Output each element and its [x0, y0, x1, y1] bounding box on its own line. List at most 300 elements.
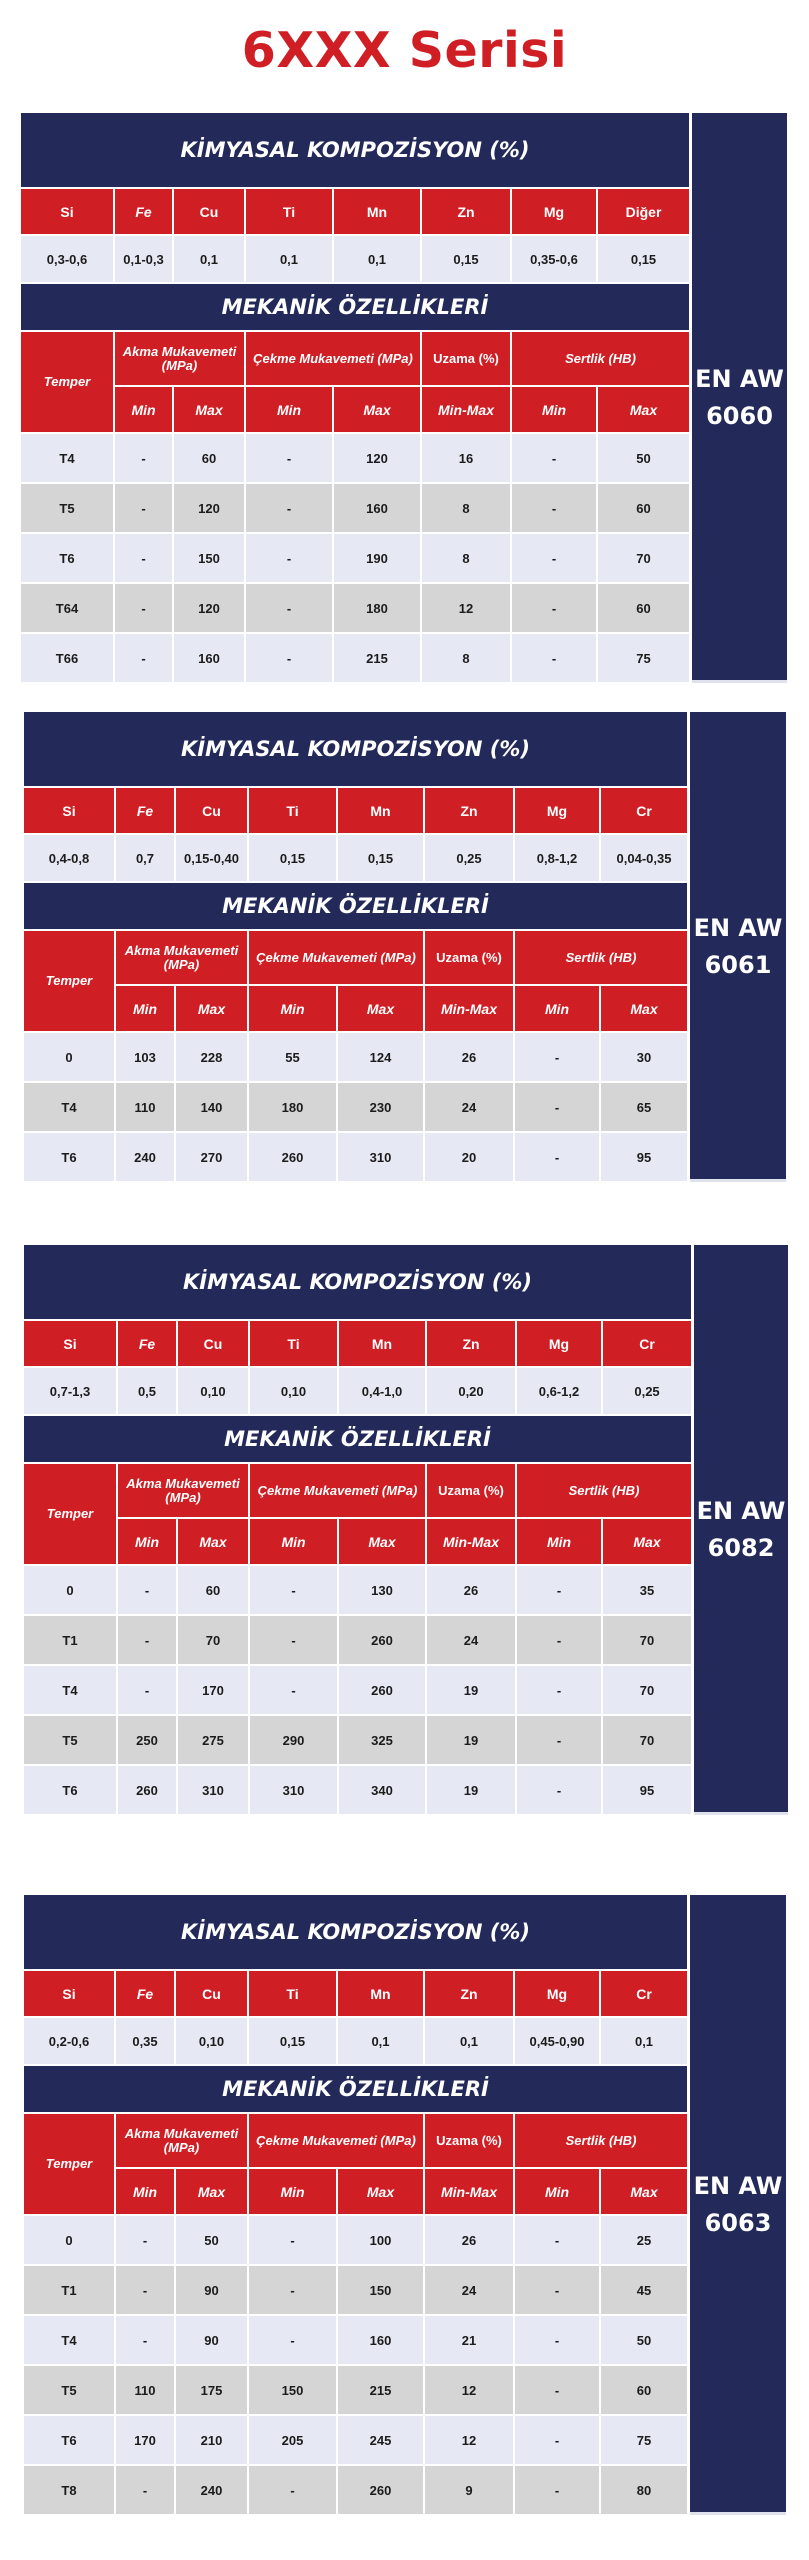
value-cell: 190 — [333, 533, 421, 583]
composition-title-row — [24, 1895, 687, 1970]
value-cell: - — [511, 583, 597, 633]
value-cell: 19 — [426, 1715, 516, 1765]
value-cell: 240 — [115, 1132, 175, 1182]
composition-header: Cr — [600, 787, 687, 834]
composition-value: 0,15 — [248, 834, 337, 882]
value-cell: 70 — [177, 1615, 249, 1665]
value-cell: - — [514, 2415, 600, 2465]
value-cell: 290 — [249, 1715, 338, 1765]
temper-cell: 0 — [24, 1565, 117, 1615]
value-cell: 50 — [600, 2315, 687, 2365]
alloy-label-number: 6061 — [704, 951, 772, 979]
value-cell: 260 — [337, 2465, 424, 2515]
composition-value: 0,2-0,6 — [24, 2017, 115, 2065]
table-row — [24, 1665, 691, 1715]
temper-cell: T6 — [21, 533, 114, 583]
mechanical-subheader: Min — [248, 985, 337, 1032]
value-cell: 140 — [175, 1082, 248, 1132]
yield-strength-header: Akma Mukavemeti (MPa) — [117, 1463, 249, 1518]
table-row — [24, 2265, 687, 2315]
value-cell: - — [245, 533, 333, 583]
mechanical-subheader: Min-Max — [424, 2168, 514, 2215]
yield-strength-header: Akma Mukavemeti (MPa) — [115, 930, 248, 985]
temper-cell: T4 — [21, 433, 114, 483]
composition-title-row — [21, 113, 689, 188]
value-cell: - — [514, 2315, 600, 2365]
elongation-header: Uzama (%) — [426, 1463, 516, 1518]
table-row — [24, 2465, 687, 2515]
composition-value: 0,25 — [602, 1367, 691, 1415]
value-cell: 26 — [424, 1032, 514, 1082]
value-cell: 100 — [337, 2215, 424, 2265]
value-cell: - — [115, 2465, 175, 2515]
composition-header: Cr — [600, 1970, 687, 2017]
hardness-header: Sertlik (HB) — [514, 930, 687, 985]
table-row — [24, 2215, 687, 2265]
value-cell: 21 — [424, 2315, 514, 2365]
mechanical-subheader: Max — [177, 1518, 249, 1565]
value-cell: 230 — [337, 1082, 424, 1132]
value-cell: 270 — [175, 1132, 248, 1182]
mechanical-subheader: Max — [338, 1518, 426, 1565]
temper-cell: T64 — [21, 583, 114, 633]
value-cell: 160 — [337, 2315, 424, 2365]
value-cell: - — [117, 1565, 177, 1615]
mechanical-subheader: Max — [597, 386, 689, 433]
mechanical-subheader: Min — [115, 2168, 175, 2215]
composition-header-row — [24, 1970, 687, 2017]
mechanical-subheader: Max — [175, 985, 248, 1032]
composition-header: Cu — [175, 1970, 248, 2017]
composition-header: Si — [21, 188, 114, 235]
value-cell: - — [114, 583, 173, 633]
composition-value-row — [21, 235, 689, 283]
elongation-header: Uzama (%) — [421, 331, 511, 386]
value-cell: 70 — [602, 1665, 691, 1715]
mechanical-title-row — [24, 1415, 691, 1463]
composition-title: KİMYASAL KOMPOZİSYON (%) — [24, 1245, 691, 1320]
alloy-label — [687, 712, 786, 1182]
mechanical-subheader: Min — [511, 386, 597, 433]
value-cell: - — [514, 2365, 600, 2415]
composition-header: Fe — [117, 1320, 177, 1367]
value-cell: 60 — [597, 583, 689, 633]
composition-title-row — [24, 712, 687, 787]
value-cell: 240 — [175, 2465, 248, 2515]
hardness-header: Sertlik (HB) — [514, 2113, 687, 2168]
mechanical-subheader: Max — [333, 386, 421, 433]
value-cell: 95 — [600, 1132, 687, 1182]
table-row — [24, 2365, 687, 2415]
value-cell: 24 — [426, 1615, 516, 1665]
composition-header: Mn — [337, 1970, 424, 2017]
alloy-label — [689, 113, 787, 683]
alloy-label-number: 6082 — [707, 1534, 775, 1562]
mechanical-title: MEKANİK ÖZELLİKLERİ — [24, 2065, 687, 2113]
value-cell: - — [516, 1715, 602, 1765]
composition-title: KİMYASAL KOMPOZİSYON (%) — [24, 712, 687, 787]
mechanical-subheader-row — [21, 386, 689, 433]
value-cell: 19 — [426, 1665, 516, 1715]
temper-header: Temper — [24, 1463, 117, 1565]
value-cell: - — [115, 2315, 175, 2365]
value-cell: 50 — [175, 2215, 248, 2265]
value-cell: - — [114, 633, 173, 683]
mechanical-subheader-row — [24, 2168, 687, 2215]
value-cell: 19 — [426, 1765, 516, 1815]
alloy-label-number: 6063 — [704, 2209, 772, 2237]
value-cell: 124 — [337, 1032, 424, 1082]
composition-header: Zn — [424, 1970, 514, 2017]
value-cell: 8 — [421, 483, 511, 533]
value-cell: - — [115, 2215, 175, 2265]
value-cell: 20 — [424, 1132, 514, 1182]
alloy-block-6060 — [21, 113, 787, 683]
value-cell: 50 — [597, 433, 689, 483]
composition-value: 0,15 — [248, 2017, 337, 2065]
alloy-block-6063 — [24, 1895, 786, 2515]
value-cell: 35 — [602, 1565, 691, 1615]
properties-table — [24, 712, 687, 1183]
composition-value: 0,7-1,3 — [24, 1367, 117, 1415]
value-cell: - — [245, 483, 333, 533]
composition-header: Mg — [514, 1970, 600, 2017]
value-cell: - — [114, 533, 173, 583]
value-cell: - — [248, 2465, 337, 2515]
value-cell: 90 — [175, 2265, 248, 2315]
value-cell: 55 — [248, 1032, 337, 1082]
value-cell: 210 — [175, 2415, 248, 2465]
mechanical-subheader-row — [24, 985, 687, 1032]
temper-cell: T4 — [24, 1082, 115, 1132]
composition-header: Si — [24, 1320, 117, 1367]
tensile-strength-header: Çekme Mukavemeti (MPa) — [249, 1463, 426, 1518]
value-cell: - — [514, 1132, 600, 1182]
temper-cell: T6 — [24, 1765, 117, 1815]
mechanical-subheader: Min — [115, 985, 175, 1032]
alloy-label-prefix: EN AW — [696, 1497, 786, 1525]
value-cell: 215 — [333, 633, 421, 683]
temper-cell: T5 — [24, 1715, 117, 1765]
composition-header-row — [24, 787, 687, 834]
properties-table — [21, 113, 689, 684]
composition-value: 0,10 — [177, 1367, 249, 1415]
composition-header: Si — [24, 1970, 115, 2017]
composition-title-row — [24, 1245, 691, 1320]
composition-value: 0,20 — [426, 1367, 516, 1415]
value-cell: 45 — [600, 2265, 687, 2315]
value-cell: - — [516, 1765, 602, 1815]
value-cell: - — [514, 2265, 600, 2315]
value-cell: 120 — [173, 583, 245, 633]
temper-cell: T1 — [24, 1615, 117, 1665]
value-cell: - — [114, 433, 173, 483]
composition-value: 0,04-0,35 — [600, 834, 687, 882]
composition-value: 0,35-0,6 — [511, 235, 597, 283]
tensile-strength-header: Çekme Mukavemeti (MPa) — [248, 2113, 424, 2168]
value-cell: 260 — [338, 1615, 426, 1665]
composition-header: Cu — [175, 787, 248, 834]
value-cell: 60 — [177, 1565, 249, 1615]
composition-value: 0,15 — [421, 235, 511, 283]
value-cell: 160 — [173, 633, 245, 683]
composition-header: Mn — [333, 188, 421, 235]
composition-header: Fe — [115, 787, 175, 834]
value-cell: 150 — [173, 533, 245, 583]
table-row — [24, 1565, 691, 1615]
value-cell: 12 — [424, 2415, 514, 2465]
composition-header: Mg — [514, 787, 600, 834]
composition-header: Fe — [115, 1970, 175, 2017]
composition-value: 0,4-0,8 — [24, 834, 115, 882]
page-title: 6XXX Serisi — [241, 22, 568, 79]
value-cell: 8 — [421, 533, 511, 583]
alloy-block-6082 — [24, 1245, 788, 1815]
table-row — [24, 1132, 687, 1182]
elongation-header: Uzama (%) — [424, 2113, 514, 2168]
composition-value: 0,15 — [597, 235, 689, 283]
value-cell: 260 — [117, 1765, 177, 1815]
alloy-label-prefix: EN AW — [695, 365, 784, 393]
value-cell: - — [516, 1665, 602, 1715]
mechanical-title: MEKANİK ÖZELLİKLERİ — [21, 283, 689, 331]
temper-cell: T5 — [24, 2365, 115, 2415]
composition-value: 0,15 — [337, 834, 424, 882]
temper-cell: T8 — [24, 2465, 115, 2515]
composition-value: 0,1 — [333, 235, 421, 283]
value-cell: 80 — [600, 2465, 687, 2515]
composition-header: Ti — [248, 1970, 337, 2017]
mechanical-subheader: Min — [117, 1518, 177, 1565]
temper-cell: T4 — [24, 2315, 115, 2365]
mechanical-subheader: Min-Max — [426, 1518, 516, 1565]
value-cell: - — [511, 433, 597, 483]
value-cell: - — [245, 433, 333, 483]
composition-value: 0,45-0,90 — [514, 2017, 600, 2065]
value-cell: 30 — [600, 1032, 687, 1082]
properties-table — [24, 1245, 691, 1816]
composition-value-row — [24, 1367, 691, 1415]
table-row — [24, 1765, 691, 1815]
composition-value: 0,4-1,0 — [338, 1367, 426, 1415]
value-cell: 70 — [602, 1615, 691, 1665]
value-cell: 110 — [115, 1082, 175, 1132]
mechanical-subheader: Min — [514, 2168, 600, 2215]
value-cell: 170 — [177, 1665, 249, 1715]
alloy-label-prefix: EN AW — [693, 914, 783, 942]
value-cell: 250 — [117, 1715, 177, 1765]
alloy-label-prefix: EN AW — [693, 2172, 783, 2200]
composition-value-row — [24, 834, 687, 882]
composition-header: Ti — [249, 1320, 338, 1367]
table-row — [21, 483, 689, 533]
mechanical-subheader: Min — [245, 386, 333, 433]
value-cell: 120 — [333, 433, 421, 483]
composition-title: KİMYASAL KOMPOZİSYON (%) — [24, 1895, 687, 1970]
value-cell: 260 — [248, 1132, 337, 1182]
temper-header: Temper — [24, 930, 115, 1032]
value-cell: 170 — [115, 2415, 175, 2465]
mechanical-subheader: Min — [249, 1518, 338, 1565]
value-cell: - — [514, 1032, 600, 1082]
composition-header: Cu — [177, 1320, 249, 1367]
mechanical-subheader: Max — [602, 1518, 691, 1565]
value-cell: 9 — [424, 2465, 514, 2515]
temper-cell: T5 — [21, 483, 114, 533]
mechanical-subheader-row — [24, 1518, 691, 1565]
value-cell: 26 — [426, 1565, 516, 1615]
composition-value: 0,15-0,40 — [175, 834, 248, 882]
mechanical-title-row — [21, 283, 689, 331]
mechanical-subheader: Min — [514, 985, 600, 1032]
temper-cell: T66 — [21, 633, 114, 683]
composition-header: Mg — [516, 1320, 602, 1367]
mechanical-subheader: Max — [337, 2168, 424, 2215]
value-cell: 205 — [248, 2415, 337, 2465]
composition-header-row — [24, 1320, 691, 1367]
value-cell: 180 — [248, 1082, 337, 1132]
value-cell: - — [249, 1565, 338, 1615]
composition-value: 0,1 — [600, 2017, 687, 2065]
mechanical-header-row — [24, 930, 687, 985]
value-cell: - — [511, 533, 597, 583]
value-cell: - — [248, 2265, 337, 2315]
value-cell: - — [514, 2215, 600, 2265]
composition-header: Zn — [421, 188, 511, 235]
value-cell: - — [516, 1565, 602, 1615]
temper-header: Temper — [24, 2113, 115, 2215]
table-row — [24, 2415, 687, 2465]
composition-value: 0,1-0,3 — [114, 235, 173, 283]
value-cell: 228 — [175, 1032, 248, 1082]
composition-header: Ti — [245, 188, 333, 235]
table-row — [21, 533, 689, 583]
composition-value: 0,5 — [117, 1367, 177, 1415]
value-cell: 275 — [177, 1715, 249, 1765]
value-cell: 75 — [597, 633, 689, 683]
value-cell: 130 — [338, 1565, 426, 1615]
value-cell: 16 — [421, 433, 511, 483]
mechanical-subheader: Min — [516, 1518, 602, 1565]
mechanical-subheader: Max — [175, 2168, 248, 2215]
alloy-label-number: 6060 — [706, 402, 773, 430]
mechanical-subheader: Max — [600, 985, 687, 1032]
value-cell: 260 — [338, 1665, 426, 1715]
value-cell: - — [117, 1615, 177, 1665]
value-cell: - — [516, 1615, 602, 1665]
value-cell: 75 — [600, 2415, 687, 2465]
composition-value: 0,10 — [249, 1367, 338, 1415]
mechanical-header-row — [24, 2113, 687, 2168]
value-cell: 65 — [600, 1082, 687, 1132]
value-cell: 110 — [115, 2365, 175, 2415]
mechanical-subheader: Max — [600, 2168, 687, 2215]
value-cell: - — [114, 483, 173, 533]
composition-header: Diğer — [597, 188, 689, 235]
value-cell: - — [514, 1082, 600, 1132]
composition-value: 0,7 — [115, 834, 175, 882]
value-cell: 175 — [175, 2365, 248, 2415]
hardness-header: Sertlik (HB) — [516, 1463, 691, 1518]
value-cell: 60 — [173, 433, 245, 483]
composition-header: Mn — [337, 787, 424, 834]
value-cell: 95 — [602, 1765, 691, 1815]
yield-strength-header: Akma Mukavemeti (MPa) — [115, 2113, 248, 2168]
table-row — [21, 433, 689, 483]
mechanical-subheader: Max — [173, 386, 245, 433]
composition-value: 0,25 — [424, 834, 514, 882]
value-cell: 180 — [333, 583, 421, 633]
tensile-strength-header: Çekme Mukavemeti (MPa) — [248, 930, 424, 985]
mechanical-subheader: Min — [114, 386, 173, 433]
value-cell: 215 — [337, 2365, 424, 2415]
composition-value: 0,1 — [337, 2017, 424, 2065]
value-cell: 310 — [177, 1765, 249, 1815]
composition-header: Cu — [173, 188, 245, 235]
composition-header: Mg — [511, 188, 597, 235]
composition-header: Si — [24, 787, 115, 834]
value-cell: 12 — [424, 2365, 514, 2415]
mechanical-title-row — [24, 2065, 687, 2113]
hardness-header: Sertlik (HB) — [511, 331, 689, 386]
value-cell: 340 — [338, 1765, 426, 1815]
tensile-strength-header: Çekme Mukavemeti (MPa) — [245, 331, 421, 386]
value-cell: - — [115, 2265, 175, 2315]
elongation-header: Uzama (%) — [424, 930, 514, 985]
composition-value-row — [24, 2017, 687, 2065]
value-cell: - — [511, 483, 597, 533]
table-row — [24, 1032, 687, 1082]
temper-cell: T1 — [24, 2265, 115, 2315]
value-cell: 160 — [333, 483, 421, 533]
temper-cell: 0 — [24, 1032, 115, 1082]
mechanical-title: MEKANİK ÖZELLİKLERİ — [24, 882, 687, 930]
value-cell: 24 — [424, 2265, 514, 2315]
value-cell: - — [249, 1665, 338, 1715]
value-cell: 103 — [115, 1032, 175, 1082]
composition-header-row — [21, 188, 689, 235]
temper-cell: T6 — [24, 2415, 115, 2465]
value-cell: 70 — [597, 533, 689, 583]
value-cell: 325 — [338, 1715, 426, 1765]
composition-value: 0,1 — [245, 235, 333, 283]
mechanical-title-row — [24, 882, 687, 930]
mechanical-header-row — [24, 1463, 691, 1518]
temper-cell: T4 — [24, 1665, 117, 1715]
mechanical-subheader: Max — [337, 985, 424, 1032]
composition-value: 0,35 — [115, 2017, 175, 2065]
value-cell: 25 — [600, 2215, 687, 2265]
composition-header: Ti — [248, 787, 337, 834]
mechanical-subheader: Min-Max — [421, 386, 511, 433]
value-cell: - — [248, 2215, 337, 2265]
composition-value: 0,8-1,2 — [514, 834, 600, 882]
table-row — [24, 1082, 687, 1132]
table-row — [24, 1715, 691, 1765]
table-row — [21, 583, 689, 633]
value-cell: 60 — [600, 2365, 687, 2415]
mechanical-title: MEKANİK ÖZELLİKLERİ — [24, 1415, 691, 1463]
yield-strength-header: Akma Mukavemeti (MPa) — [114, 331, 245, 386]
value-cell: 150 — [248, 2365, 337, 2415]
alloy-label — [691, 1245, 788, 1815]
composition-value: 0,10 — [175, 2017, 248, 2065]
composition-value: 0,6-1,2 — [516, 1367, 602, 1415]
value-cell: - — [117, 1665, 177, 1715]
composition-header: Fe — [114, 188, 173, 235]
value-cell: 310 — [249, 1765, 338, 1815]
composition-header: Mn — [338, 1320, 426, 1367]
